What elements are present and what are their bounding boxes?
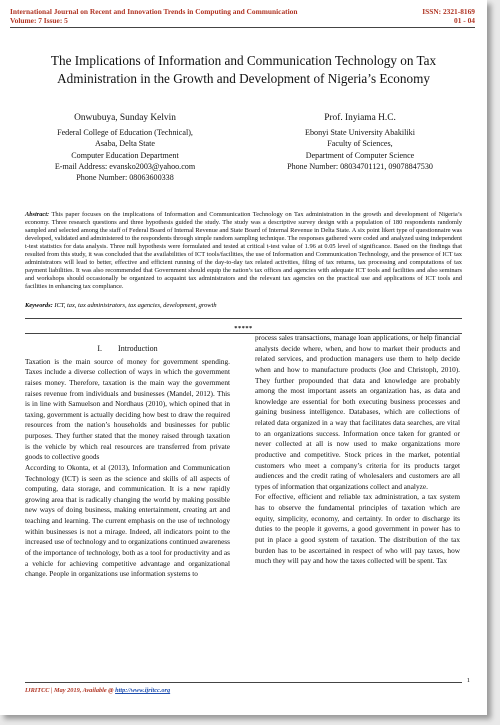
author-block-1 — [30, 113, 220, 183]
author-affiliation: Federal College of Education (Technical), — [57, 128, 193, 138]
keywords-label: Keywords: — [25, 302, 53, 309]
page-number: 1 — [466, 677, 470, 684]
paragraph: process sales transactions, manage loan applications, or help financial analysts decide where, when, and how to market their products and related services, and production managers use them to help decide when and how to manufacture products (Joe and Christoph, 2010). They further propounded that data and knowledge are probably among the most important assets an organization has, as data and knowledge are essential for both executing business processes and gaining business intelligence. Databases, which are collections of related data organized in a way that facilitates data searches, are vital to an organizations success. Information once taken for granted or never collected at all is now used to make organizations more productive and competitive. Stock prices in the market, potential customers who meet a company’s criteria for its products target audiences and the credit rating of wholesalers and customers are all types of information that organizations collect and analyze. — [255, 333, 460, 491]
author-faculty: Faculty of Sciences, — [327, 139, 393, 149]
abstract-text: This paper focuses on the implications of Information and Communication Technology on Tax administration in the growth and development of Nigeria’s economy. Three research questions and three hypothesis guided the study. The study was a descriptive survey design with a population of 180 respondents randomly sampled and selected among the staff of Federal Board of Internal Revenue and State Board of Internal Revenue in Delta State. A six point likert type of questionnaire was developed, validated and administered to the respondents through simple random sampling technique. The responses gathered were coded and analyzed using independent t-test statistics for data analysis. Three null hypothesis were formulated and tested at critical t-test value of 1.96 at 0.05 level of significance. Based on the findings that resulted from this study, it was concluded that the availabilities of ICT tools/facilities, the use of Information and Communication Technology, and the presence of ICT tax administrators will lead to better, effective and efficient running of the day-to-day tax related activities, filing of tax returns, tax processing and computations of tax payment liabilities. It was also recommended that Government should equip the nation’s tax offices and agencies with adequate ICT tools and facilities and also seminars and workshops should occasionally be organized to acquaint tax administrators and the relevant tax agencies on the practical use and applications of ICT tools and facilities in enhancing tax compliance. — [25, 211, 463, 290]
journal-name: International Journal on Recent and Innovation Trends in Computing and Communication — [10, 7, 298, 16]
paragraph: Taxation is the main source of money for government spending. Taxes include a diverse collection of ways in which the government raises money. Therefore, taxation is the main way the government raises revenue from individuals and businesses (Mandel, 2012). This is in line with Samuelson and Nordhaus (2010), which opined that in taxing, government is actually deciding how best to draw the required resources from the nation’s households and businesses for public purposes. They further stated that the money raised through taxation is the vehicle by which real resources are transferred from private goods to collective goods — [25, 356, 230, 462]
section-separator: ***** — [234, 325, 253, 332]
footer-text: IJRITCC | May 2019, Available @ — [25, 687, 114, 694]
right-column — [255, 333, 460, 567]
paragraph: According to Okonta, et al (2013), Information and Communication Technology (ICT) is seen as the science and skills of all aspects of computing, data storage, and communication. It is a new rapidly growing area that is radically changing the world by making possible new ways of doing business, making entertainment, creating art and teaching and learning. The current emphasis on the use of technology within businesses is not a mirage. Indeed, all indicators point to the increased use of technology and to organizations continued awareness of the importance of technology, both as a tool for productivity and as a vehicle for achieving competitive advantage and organizational change. People in organizations use information systems to — [25, 462, 230, 579]
journal-pages: 01 - 04 — [454, 16, 475, 25]
author-department: Computer Education Department — [71, 150, 179, 160]
journal-link[interactable]: http://www.ijritcc.org — [115, 687, 171, 694]
journal-header-right — [422, 7, 475, 25]
abstract — [25, 211, 462, 291]
footer-rule — [25, 682, 462, 683]
footer — [25, 687, 170, 694]
author-phone: Phone Number: 08034701121, 09078847530 — [287, 161, 433, 171]
header-rule — [10, 27, 475, 28]
journal-header — [10, 7, 297, 25]
section-heading: I. Introduction — [97, 344, 158, 353]
paper-title — [30, 52, 457, 88]
author-department: Department of Computer Science — [305, 150, 415, 160]
left-column — [25, 344, 230, 580]
author-email: E-mail Address: evansko2003@yahoo.com — [54, 161, 196, 171]
journal-volume: Volume: 7 Issue: 5 — [10, 16, 68, 25]
author-block-2 — [255, 113, 465, 172]
author-name: Prof. Inyiama H.C. — [324, 113, 396, 123]
author-affiliation: Ebonyi State University Abakiliki — [305, 128, 415, 138]
keywords — [25, 302, 462, 310]
author-phone: Phone Number: 08063600338 — [76, 173, 174, 183]
title-line-1: The Implications of Information and Communication Technology on Tax — [50, 53, 437, 68]
journal-issn: ISSN: 2321-8169 — [422, 7, 475, 16]
keywords-rule — [25, 318, 462, 319]
title-line-2: Administration in the Growth and Development of Nigeria’s Economy — [57, 71, 430, 86]
abstract-label: Abstract: — [25, 211, 50, 218]
paragraph: For effective, efficient and reliable tax administration, a tax system has to observe the fundamental principles of taxation which are equity, simplicity, economy, and certainty. In order to discharge its duties to the people it governs, a good government in power has to put in place a good system of taxation. The distribution of the tax burden has to be ascertained in respect of who will pay taxes, how much they will pay and how the taxes collected will be spent. Tax — [255, 492, 460, 566]
author-name: Onwubuya, Sunday Kelvin — [74, 113, 176, 123]
author-affiliation: Asaba, Delta State — [94, 139, 155, 149]
keywords-text: ICT, tax, tax administrators, tax agencies, development, growth — [54, 302, 217, 309]
